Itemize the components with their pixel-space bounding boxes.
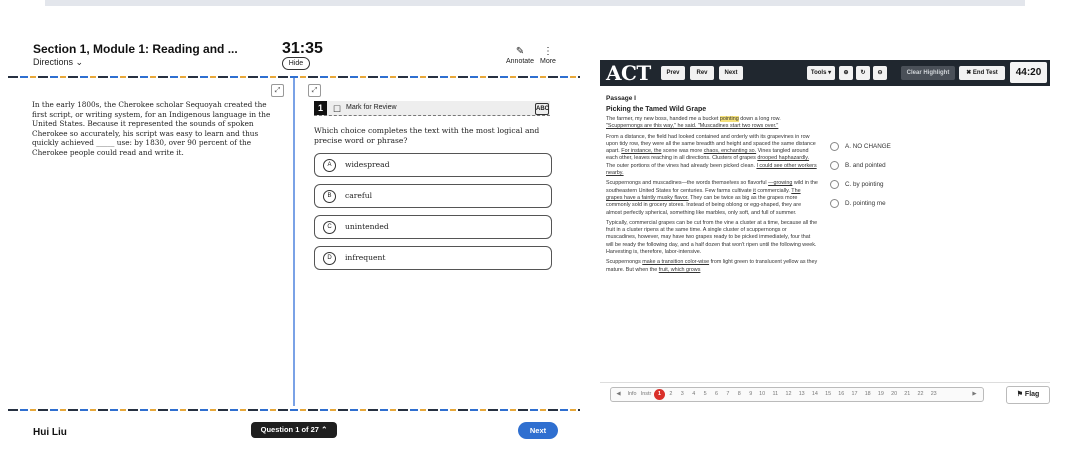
choice-text: widespread [345,160,390,169]
text-run: They can be twice as big as the grapes more commonly sold in grocery stores. Instead of being oblong or egg-shaped, they are almost perfectly spherical, something like marbles, only soft, and full of summer. [606,194,802,216]
passage-text: In the early 1800s, the Cherokee scholar Sequoyah created the first script, or writing system, for an Indigenous language in the United States. Because it represented the sounds of spoken Cherokee so accurately, his script was easy to learn and thus quickly achieved _____ use: by 1830, over 90 percent of the Cherokee people could read and write it. [32,100,271,157]
choice-text: infrequent [345,253,386,262]
text-run: The outer portions of the vines had already been picked clean. [606,162,757,169]
section-title: Section 1, Module 1: Reading and ... [33,42,238,56]
question-navigator-button[interactable] [251,422,337,438]
act-next-button[interactable]: Next [719,66,743,80]
page-number-22[interactable]: 22 [917,391,924,397]
act-timer: 44:20 [1010,62,1047,83]
page-number-23[interactable]: 23 [930,391,937,397]
radio-icon [830,161,839,170]
underlined-phrase[interactable]: I could see other workers nearby. [606,162,817,177]
underlined-phrase[interactable]: drooped haphazardly. [757,155,810,162]
expand-passage-icon[interactable]: ⤢ [271,84,284,97]
directions-toggle[interactable] [33,57,83,68]
caret-down-icon: ▾ [828,70,832,76]
question-prompt: Which choice completes the text with the most logical and precise word or phrase? [314,126,540,145]
pager-prev-icon[interactable]: ◀ [616,391,621,397]
prev-button[interactable]: Prev [661,66,685,80]
page-number-19[interactable]: 19 [877,391,884,397]
underlined-phrase[interactable]: chaos, enchanting so. [703,148,757,155]
page-number-18[interactable]: 18 [864,391,871,397]
clear-highlight-button[interactable]: Clear Highlight [901,66,955,80]
zoom-in-icon[interactable]: ⊕ [839,66,853,80]
mark-for-review-label[interactable]: Mark for Review [346,104,397,111]
bookmark-icon[interactable]: ☐ [333,104,342,114]
choice-letter: A [323,159,336,172]
more-button[interactable] [540,46,556,65]
choice-letter: C [323,221,336,234]
radio-icon [830,142,839,151]
page-number-15[interactable]: 15 [825,391,832,397]
radio-icon [830,199,839,208]
act-option-a[interactable] [830,142,891,151]
flag-label: Flag [1024,391,1040,398]
act-option-c[interactable] [830,180,884,189]
review-button[interactable]: Rev [690,66,714,80]
underlined-phrase[interactable]: "Scuppernongs are this way," he said. "Muscadines start two rows over." [606,123,779,130]
text-run: scene was more [661,148,704,155]
top-band [45,0,1025,6]
page-number-1[interactable]: 1 [654,389,665,400]
paragraph-2 [606,134,818,178]
page-number-2[interactable]: 2 [669,391,673,397]
more-label: More [540,58,556,65]
underlined-phrase[interactable]: it [753,187,756,194]
answer-eliminator-button[interactable]: ABC [535,103,549,115]
underlined-phrase[interactable]: make a transition color-wise [642,259,710,266]
text-run: Scuppernongs and muscadines—the words themselves so flavorful [606,180,769,187]
end-test-label: End Test [972,70,998,76]
page-number-17[interactable]: 17 [851,391,858,397]
pager-next-icon[interactable]: ▶ [972,391,977,397]
page-number-8[interactable]: 8 [737,391,741,397]
choice-text: careful [345,191,373,200]
sat-timer: 31:35 [282,40,323,57]
page-number-11[interactable]: 11 [772,391,779,397]
chevron-down-icon: ⌄ [75,57,84,67]
annotate-label: Annotate [506,58,535,65]
page-number-12[interactable]: 12 [785,391,792,397]
pane-divider[interactable] [293,78,295,406]
reset-zoom-icon[interactable]: ↻ [856,66,870,80]
option-label: B. and pointed [845,162,886,170]
close-icon: ✖ [966,70,972,76]
passage-title: Picking the Tamed Wild Grape [606,106,707,113]
zoom-out-icon[interactable]: ⊖ [873,66,887,80]
act-option-d[interactable] [830,199,886,208]
text-run: Vines tangled around each other, leaves reaching in all directions. Clusters of grapes [606,148,809,162]
text-run: down a long row. [738,116,781,122]
page-number-13[interactable]: 13 [798,391,805,397]
directions-label: Directions [33,57,74,67]
expand-question-icon[interactable]: ⤢ [308,84,321,97]
hide-timer-button[interactable]: Hide [282,57,310,70]
flag-button[interactable] [1006,386,1050,404]
act-passage-body [606,116,818,372]
paragraph-4: Typically, commercial grapes can be cut from the vine a cluster at a time, because all the fruit in a cluster ripens at the same time. A single cluster of scuppernongs or muscadines, however, may have two grapes ready to be picked immediately, four that will be ready the following day, and a half dozen that won't ripen until the following week. Harvesting is, therefore, labor-intensive. [606,219,818,256]
end-test-button[interactable] [959,66,1005,80]
footer-divider [8,409,580,411]
act-option-b[interactable] [830,161,886,170]
page-number-4[interactable]: 4 [692,391,696,397]
radio-icon [830,180,839,189]
answer-choice-c[interactable] [314,215,552,239]
page-number-9[interactable]: 9 [749,391,753,397]
act-logo: ACT [606,61,651,85]
page-number-14[interactable]: 14 [811,391,818,397]
answer-choice-d[interactable] [314,246,552,270]
more-vertical-icon: ⋮ [542,46,553,57]
passage-heading: Passage I [606,95,636,102]
page-number-10[interactable]: 10 [759,391,766,397]
page-number-3[interactable]: 3 [680,391,684,397]
chevron-up-icon: ⌃ [321,425,328,434]
paragraph-5 [606,259,818,274]
pencil-icon: ✎ [515,46,525,57]
question-nav-label: Question 1 of 27 [260,425,319,434]
underlined-phrase[interactable]: —growing [768,180,793,187]
next-button[interactable]: Next [518,422,558,439]
question-number: 1 [314,101,327,115]
tools-label: Tools [810,70,827,76]
text-run: The farmer, my new boss, handed me a bucket [606,116,720,122]
page-number-5[interactable]: 5 [703,391,707,397]
text-run: From a distance, the field had looked contained and orderly with its grapevines in row upon tidy row, they were all the same breadth and height and spaced the same distance apart. [606,133,816,155]
choice-letter: B [323,190,336,203]
flag-icon: ⚑ [1016,391,1023,398]
underlined-phrase[interactable]: The grapes have a faintly musky flavor. [606,187,801,201]
text-run: commercially. [755,187,792,194]
paragraph-3 [606,180,818,216]
tools-dropdown[interactable] [807,66,835,80]
page-number-7[interactable]: 7 [726,391,730,397]
answer-choice-b[interactable] [314,184,552,208]
text-run: from light green to translucent yellow as they mature. But when the [606,259,818,273]
underlined-phrase[interactable]: fruit, which grows [658,266,701,273]
choice-letter: D [323,252,336,265]
option-label: D. pointing me [845,200,886,208]
info-link[interactable]: Info [627,391,637,397]
question-pager [610,387,984,402]
option-label: A. NO CHANGE [845,143,891,151]
highlighted-phrase[interactable]: pointing [719,116,739,122]
text-run: wild in the southeastern United States for centuries. Few farms cultivate [606,180,818,194]
answer-choice-a[interactable] [314,153,552,177]
paragraph-1 [606,116,818,131]
annotate-button[interactable] [506,46,534,65]
user-name: Hui Liu [33,427,67,438]
page-number-21[interactable]: 21 [904,391,911,397]
page-number-16[interactable]: 16 [838,391,845,397]
instructions-link[interactable]: Instr [640,391,652,397]
option-label: C. by pointing [845,181,884,189]
page-number-6[interactable]: 6 [715,391,718,397]
underlined-phrase[interactable]: For instance, the [621,148,662,155]
page-number-20[interactable]: 20 [891,391,898,397]
choice-text: unintended [345,222,389,231]
text-run: Scuppernongs [606,259,643,266]
